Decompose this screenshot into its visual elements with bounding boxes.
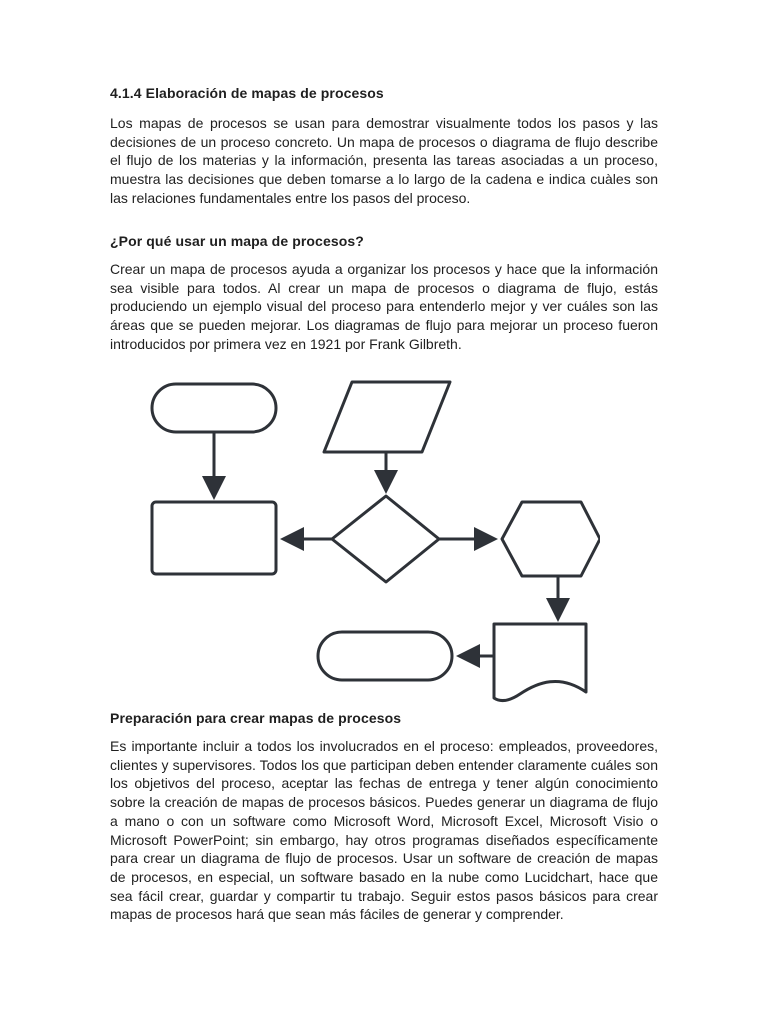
section-paragraph: Los mapas de procesos se usan para demostrar visualmente todos los pasos y las decisiones de un proceso concreto. Un mapa de procesos o diagrama de flujo describe el flujo de los materias y la información, presenta las tareas asociadas a un proceso, muestra las decisiones que deben tomarse a lo largo de la cadena e indica cuàles son las relaciones fundamentales entre los pasos del proceso. <box>110 115 658 206</box>
decision-diamond-shape <box>332 496 439 582</box>
terminator-shape-bottom <box>318 632 452 680</box>
why-title: ¿Por qué usar un mapa de procesos? <box>110 233 364 249</box>
preparation-hexagon-shape <box>502 502 600 576</box>
process-rectangle-shape <box>152 502 276 574</box>
input-parallelogram-shape <box>324 382 450 452</box>
terminator-shape-top <box>152 384 276 432</box>
prep-title: Preparación para crear mapas de procesos <box>110 710 402 726</box>
prep-paragraph: Es importante incluir a todos los involucrados en el proceso: empleados, proveedores, clientes y supervisores. Todos los que participan deben entender claramente cuáles son los objetivos del proceso, aceptar las fechas de entrega y tener algún conocimiento sobre la creación de mapas de procesos básicos. Puedes generar un diagrama de flujo a mano o con un software como Microsoft Word, Microsoft Excel, Microsoft Visio o Microsoft PowerPoint; sin embargo, hay otros programas diseñados específicamente para crear un diagrama de flujo de procesos. Usar un software de creación de mapas de procesos, en especial, un software basado en la nube como Lucidchart, hace que sea fácil crear, guardar y compartir tu trabajo. Seguir estos pasos básicos para crear mapas de procesos hará que sean más fáciles de generar y comprender. <box>110 738 658 923</box>
flowchart-figure <box>140 372 600 704</box>
section-title: 4.1.4 Elaboración de mapas de procesos <box>110 85 384 101</box>
why-paragraph: Crear un mapa de procesos ayuda a organizar los procesos y hace que la información sea visible para todos. Al crear un mapa de procesos o diagrama de flujo, estás produciendo un ejemplo visual del proceso para entenderlo mejor y ver cuáles son las áreas que se pueden mejorar. Los diagramas de flujo para mejorar un proceso fueron introducidos por primera vez en 1921 por Frank Gilbreth. <box>110 261 658 352</box>
document-shape <box>494 624 586 701</box>
